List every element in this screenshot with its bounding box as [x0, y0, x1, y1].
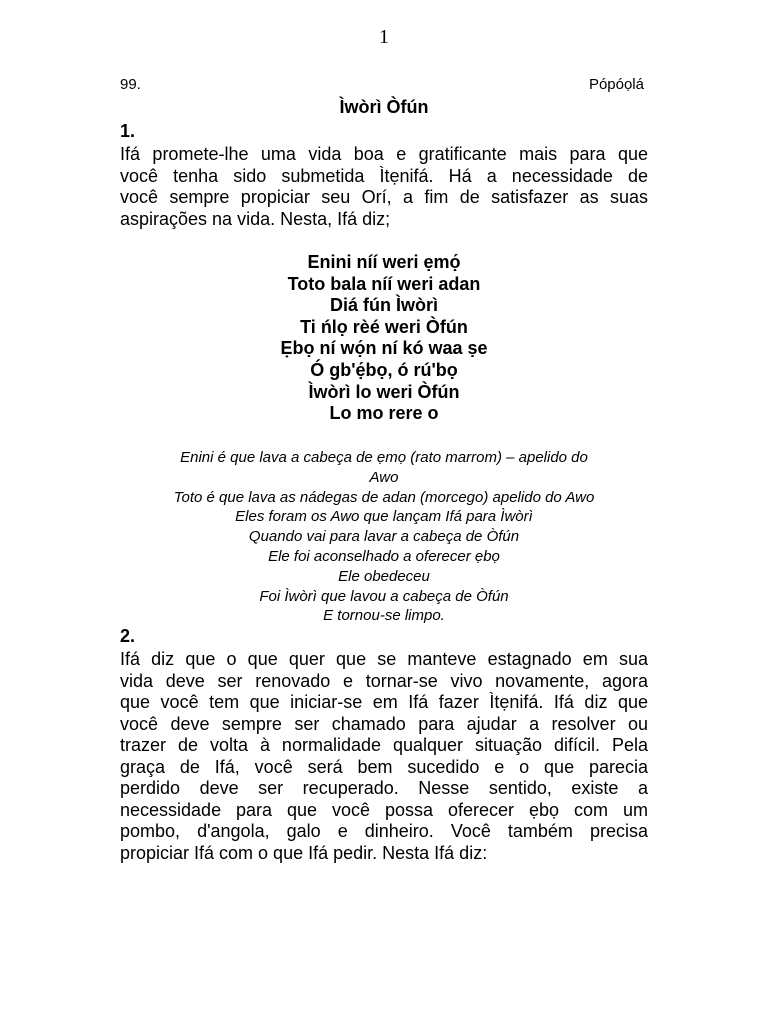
verse-line: Toto bala níí weri adan	[287, 273, 481, 294]
paragraph-line: aspirações na vida. Nesta, Ifá diz;	[120, 208, 391, 229]
translation-line: Toto é que lava as nádegas de adan (morcego) apelido do Awo	[173, 488, 595, 506]
paragraph-line: graça de Ifá, você será bem sucedido e o que parecia	[120, 756, 648, 777]
paragraph-line: Ifá promete-lhe uma vida boa e gratificante mais para que	[120, 144, 648, 164]
verse-line: Ìwòrì lo weri Òfún	[308, 381, 460, 402]
translation-line: Quando vai para lavar a cabeça de Òfún	[248, 528, 520, 546]
translation-line: Enini é que lava a cabeça de ẹmọ (rato marrom) – apelido do	[180, 449, 588, 466]
verse-line: Lo mo rere o	[329, 403, 439, 424]
yoruba-verse	[120, 252, 648, 425]
paragraph-line: você sempre propiciar seu Orí, a fim de satisfazer as suas	[120, 187, 648, 207]
chapter-number: 99.	[120, 76, 141, 93]
verse-line: Diá fún Ìwòrì	[330, 295, 438, 316]
translation-line: Ele foi aconselhado a oferecer ẹbọ	[268, 547, 500, 565]
section-intro-paragraph	[120, 649, 648, 864]
paragraph-line: vida deve ser renovado e tornar-se vivo novamente, agora	[120, 670, 648, 691]
translation-line: Foi Ìwòrì que lavou a cabeça de Òfún	[259, 587, 509, 605]
paragraph-line: necessidade para que você possa oferecer ẹbọ com um	[120, 799, 648, 820]
paragraph-line: pombo, d'angola, galo e dinheiro. Você também precisa	[120, 821, 648, 841]
verse-line: Enini níí weri ẹmọ́	[307, 252, 461, 272]
paragraph-line: perdido deve ser recuperado. Nesse sentido, existe a	[120, 778, 648, 798]
translation-line: E tornou-se limpo.	[323, 607, 445, 625]
section-number: 2.	[120, 626, 136, 646]
paragraph-line: trazer de volta à normalidade qualquer situação difícil. Pela	[120, 735, 648, 755]
paragraph-line: você tenha sido submetida Ìtẹnifá. Há a necessidade de	[120, 165, 648, 186]
translation-line: Ele obedeceu	[338, 567, 430, 585]
section-number: 1.	[120, 121, 136, 141]
odu-title: Ìwòrì Òfún	[339, 97, 429, 117]
author-name: Pópóọlá	[588, 76, 644, 93]
translation-line: Awo	[369, 468, 399, 486]
verse-line: Ẹbọ ní wọ́n ní kó waa ṣe	[280, 338, 488, 359]
paragraph-line: que você tem que iniciar-se em Ifá fazer Ìtẹnifá. Ifá diz que	[120, 692, 648, 712]
section-intro-paragraph	[120, 144, 648, 230]
translation-line: Eles foram os Awo que lançam Ifá para Ìwòrì	[235, 508, 533, 526]
paragraph-line: propiciar Ifá com o que Ifá pedir. Nesta Ifá diz:	[120, 842, 488, 863]
portuguese-translation	[120, 448, 648, 626]
page-number: 1	[379, 26, 389, 48]
verse-line: Ti ńlọ rèé weri Òfún	[300, 316, 468, 337]
verse-line: Ó gb'ẹ́bọ, ó rú'bọ	[310, 359, 458, 380]
paragraph-line: você deve sempre ser chamado para ajudar a resolver ou	[120, 713, 648, 734]
paragraph-line: Ifá diz que o que quer que se manteve estagnado em sua	[120, 649, 648, 669]
